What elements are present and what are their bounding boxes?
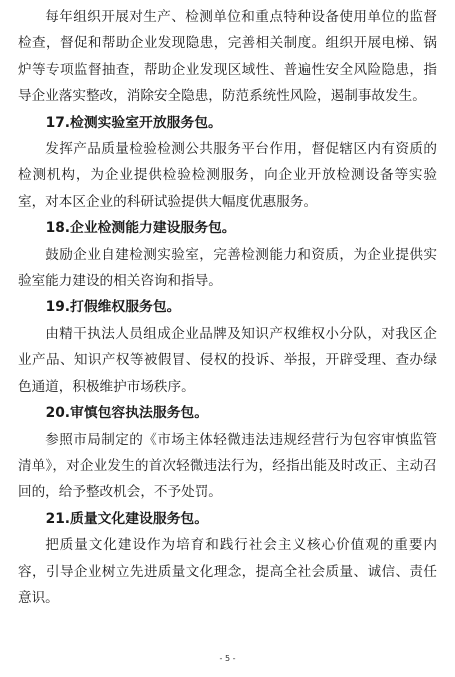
section-21-body: 把质量文化建设作为培育和践行社会主义核心价值观的重要内容，引导企业树立先进质量文化理念，提高全社会质量、诚信、责任意识。: [18, 537, 437, 606]
section-20-heading: 20.审慎包容执法服务包。: [45, 405, 209, 422]
section-19-heading: 19.打假维权服务包。: [45, 299, 181, 316]
section-21-heading: 21.质量文化建设服务包。: [45, 510, 209, 527]
section-18-heading: 18.企业检测能力建设服务包。: [45, 220, 236, 237]
page-number: - 5 -: [219, 654, 236, 663]
section-18-body: 鼓励企业自建检测实验室，完善检测能力和资质，为企业提供实验室能力建设的相关咨询和指导。: [18, 246, 437, 290]
section-16-body: 每年组织开展对生产、检测单位和重点特种设备使用单位的监督检查，督促和帮助企业发现隐患，完善相关制度。组织开展电梯、锅炉等专项监督抽查，帮助企业发现区域性、普遍性安全风险隐患，指导企业落实整改，消除安全隐患，防范系统性风险，遏制事故发生。: [18, 9, 437, 105]
section-20-body: 参照市局制定的《市场主体轻微违法违规经营行为包容审慎监管清单》，对企业发生的首次轻微违法行为，经指出能及时改正、主动召回的，给予整改机会，不予处罚。: [18, 431, 437, 501]
document-page: [18, 4, 437, 611]
section-19-body: 由精干执法人员组成企业品牌及知识产权维权小分队，对我区企业产品、知识产权等被假冒、侵权的投诉、举报，开辟受理、查办绿色通道，积极维护市场秩序。: [18, 325, 437, 395]
section-17-heading: 17.检测实验室开放服务包。: [45, 114, 222, 131]
section-17-body: 发挥产品质量检验检测公共服务平台作用，督促辖区内有资质的检测机构，为企业提供检验检测服务，向企业开放检测设备等实验室，对本区企业的科研试验提供大幅度优惠服务。: [18, 141, 437, 210]
